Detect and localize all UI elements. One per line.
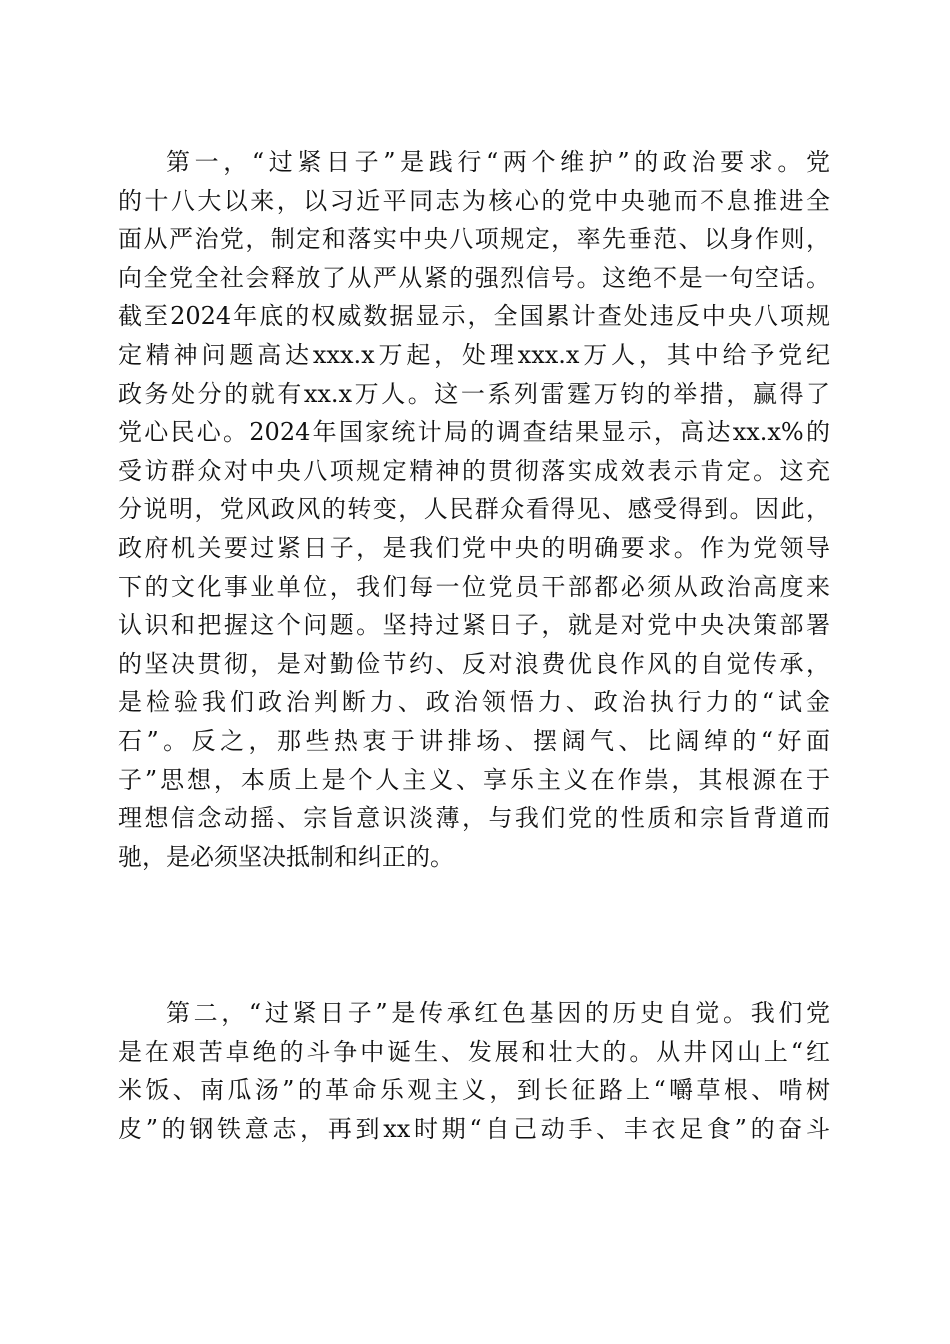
paragraph-line: 向全党全社会释放了从严从紧的强烈信号。这绝不是一句空话。 — [118, 263, 830, 292]
paragraph-line: 驰，是必须坚决抵制和纠正的。 — [118, 842, 454, 871]
paragraph-2 — [118, 994, 830, 1148]
paragraph-line: 下的文化事业单位，我们每一位党员干部都必须从政治高度来 — [118, 572, 830, 601]
paragraph-line: 子”思想，本质上是个人主义、享乐主义在作祟，其根源在于 — [118, 765, 830, 794]
paragraph-line: 皮”的钢铁意志，再到xx时期“自己动手、丰衣足食”的奋斗 — [118, 1114, 830, 1143]
paragraph-line: 的坚决贯彻，是对勤俭节约、反对浪费优良作风的自觉传承， — [118, 649, 830, 678]
paragraph-line: 政府机关要过紧日子，是我们党中央的明确要求。作为党领导 — [118, 533, 830, 562]
paragraph-line: 是检验我们政治判断力、政治领悟力、政治执行力的“试金 — [118, 688, 830, 717]
paragraph-line: 第一，“过紧日子”是践行“两个维护”的政治要求。党 — [166, 148, 830, 176]
paragraph-line: 分说明，党风政风的转变，人民群众看得见、感受得到。因此， — [118, 495, 830, 524]
paragraph-line: 石”。反之，那些热衷于讲排场、摆阔气、比阔绰的“好面 — [118, 726, 830, 755]
paragraph-line: 的十八大以来，以习近平同志为核心的党中央驰而不息推进全 — [118, 186, 830, 215]
paragraph-line: 面从严治党，制定和落实中央八项规定，率先垂范、以身作则， — [118, 225, 830, 254]
paragraph-line: 第二，“过紧日子”是传承红色基因的历史自觉。我们党 — [166, 999, 830, 1027]
paragraph-line: 党心民心。2024年国家统计局的调查结果显示，高达xx.x%的 — [118, 418, 830, 447]
paragraph-line: 理想信念动摇、宗旨意识淡薄，与我们党的性质和宗旨背道而 — [118, 804, 830, 833]
paragraph-line: 政务处分的就有xx.x万人。这一系列雷霆万钧的举措，赢得了 — [118, 379, 830, 408]
paragraph-line: 截至2024年底的权威数据显示，全国累计查处违反中央八项规 — [118, 302, 830, 331]
paragraph-1 — [118, 143, 830, 876]
paragraph-line: 米饭、南瓜汤”的革命乐观主义，到长征路上“嚼草根、啃树 — [118, 1076, 830, 1105]
paragraph-line: 是在艰苦卓绝的斗争中诞生、发展和壮大的。从井冈山上“红 — [118, 1037, 830, 1066]
paragraph-line: 认识和把握这个问题。坚持过紧日子，就是对党中央决策部署 — [118, 611, 830, 640]
paragraph-line: 定精神问题高达xxx.x万起，处理xxx.x万人，其中给予党纪 — [118, 340, 830, 369]
paragraph-line: 受访群众对中央八项规定精神的贯彻落实成效表示肯定。这充 — [118, 456, 830, 485]
